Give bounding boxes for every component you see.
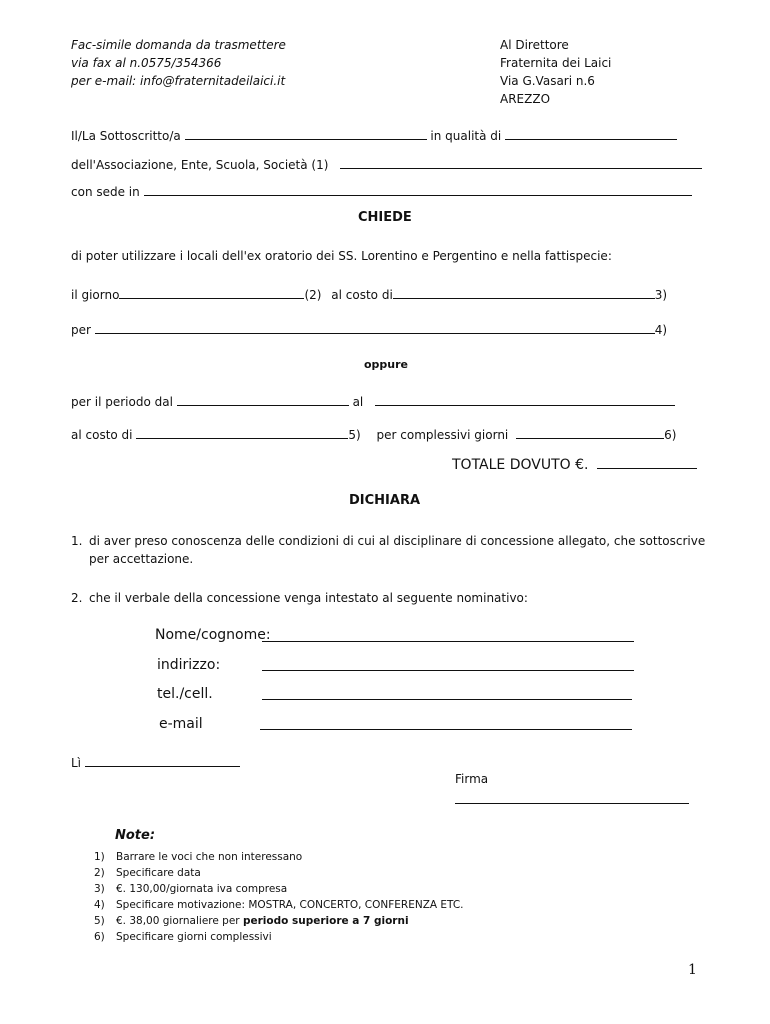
dichiara-1-number: 1. (71, 534, 83, 548)
periodo-al-field[interactable] (375, 394, 675, 406)
dichiara-item-2 (71, 591, 528, 605)
sede-field[interactable] (144, 184, 692, 196)
header-right-line: Fraternita dei Laici (500, 56, 612, 70)
row-totale (452, 455, 697, 473)
note-item: 6) Specificare giorni complessivi (94, 931, 272, 943)
note-item: 4) Specificare motivazione: MOSTRA, CONCERTO, CONFERENZA ETC. (94, 899, 464, 911)
qualita-field[interactable] (505, 128, 677, 140)
sede-label: con sede in (71, 185, 140, 199)
header-right-line: Al Direttore (500, 38, 569, 52)
indirizzo-field[interactable] (262, 659, 634, 671)
giorni-field[interactable] (516, 427, 664, 439)
dichiara-item-1 (71, 534, 705, 548)
page-number: 1 (688, 962, 697, 978)
sender-instructions (71, 36, 286, 90)
costo-label: al costo di (331, 288, 393, 302)
header-right-line: Via G.Vasari n.6 (500, 74, 595, 88)
row-associazione (71, 157, 702, 172)
dichiara-1-line1: di aver preso conoscenza delle condizioni di cui al disciplinare di concessione allegato, che sottoscrive (89, 534, 706, 548)
periodo-dal-label: per il periodo dal (71, 395, 173, 409)
row-periodo (71, 394, 675, 409)
costo-field[interactable] (393, 287, 655, 299)
sottoscritto-field[interactable] (185, 128, 427, 140)
email-label: e-mail (159, 716, 203, 732)
costo2-label: al costo di (71, 428, 133, 442)
per-field[interactable] (95, 322, 655, 334)
costo-note: 3) (654, 288, 668, 302)
oppure-label: oppure (364, 358, 409, 371)
totale-field[interactable] (597, 455, 697, 469)
tel-label: tel./cell. (157, 686, 213, 702)
note-item: 3) €. 130,00/giornata iva compresa (94, 883, 288, 895)
nome-field[interactable] (262, 630, 634, 642)
qualita-label: in qualità di (430, 129, 502, 143)
per-label: per (71, 323, 91, 337)
li-field[interactable] (85, 755, 240, 767)
row-sede (71, 184, 692, 199)
dichiara-2-number: 2. (71, 591, 83, 605)
sottoscritto-label: Il/La Sottoscritto/a (71, 129, 181, 143)
locali-text: di poter utilizzare i locali dell'ex oratorio dei SS. Lorentino e Pergentino e nella fattispecie: (71, 249, 612, 263)
costo2-note: 5) (348, 428, 361, 442)
giorno-label: il giorno (71, 288, 120, 302)
header-right-line: AREZZO (500, 92, 551, 106)
dichiara-2-text: che il verbale della concessione venga intestato al seguente nominativo: (89, 591, 528, 605)
header-left-line: per e-mail: info@fraternitadeilaici.it (71, 74, 286, 88)
giorni-note: 6) (664, 428, 677, 442)
header-left-line: via fax al n.0575/354366 (71, 56, 222, 70)
dichiara-1-line2: per accettazione. (89, 552, 194, 566)
note-item: 5) €. 38,00 giornaliere per periodo superiore a 7 giorni (94, 915, 409, 927)
row-sottoscritto (71, 128, 677, 143)
associazione-label: dell'Associazione, Ente, Scuola, Società (1) (71, 158, 329, 172)
giorno-note: (2) (304, 288, 322, 302)
associazione-field[interactable] (340, 157, 702, 169)
notes-title: Note: (115, 828, 156, 843)
periodo-dal-field[interactable] (177, 394, 349, 406)
notes-list (94, 849, 464, 945)
email-field[interactable] (260, 718, 632, 730)
row-li (71, 755, 240, 770)
row-giorno (71, 287, 667, 302)
row-costo-giorni (71, 427, 676, 442)
firma-label: Firma (455, 772, 489, 786)
row-per (71, 322, 667, 337)
periodo-al-label: al (352, 395, 364, 409)
giorno-field[interactable] (119, 287, 304, 299)
recipient-address (500, 36, 611, 108)
giorni-label: per complessivi giorni (376, 428, 509, 442)
note-item: 1) Barrare le voci che non interessano (94, 851, 303, 863)
li-label: Lì (71, 756, 82, 770)
costo2-field[interactable] (136, 427, 348, 439)
indirizzo-label: indirizzo: (157, 657, 221, 673)
tel-field[interactable] (262, 688, 632, 700)
dichiara-heading: DICHIARA (349, 493, 421, 508)
firma-field[interactable] (455, 792, 689, 804)
chiede-heading: CHIEDE (358, 210, 412, 225)
nome-label: Nome/cognome: (155, 627, 271, 643)
per-note: 4) (654, 323, 668, 337)
totale-label: TOTALE DOVUTO €. (452, 457, 589, 473)
header-left-line: Fac-simile domanda da trasmettere (71, 38, 286, 52)
note-item: 2) Specificare data (94, 867, 201, 879)
